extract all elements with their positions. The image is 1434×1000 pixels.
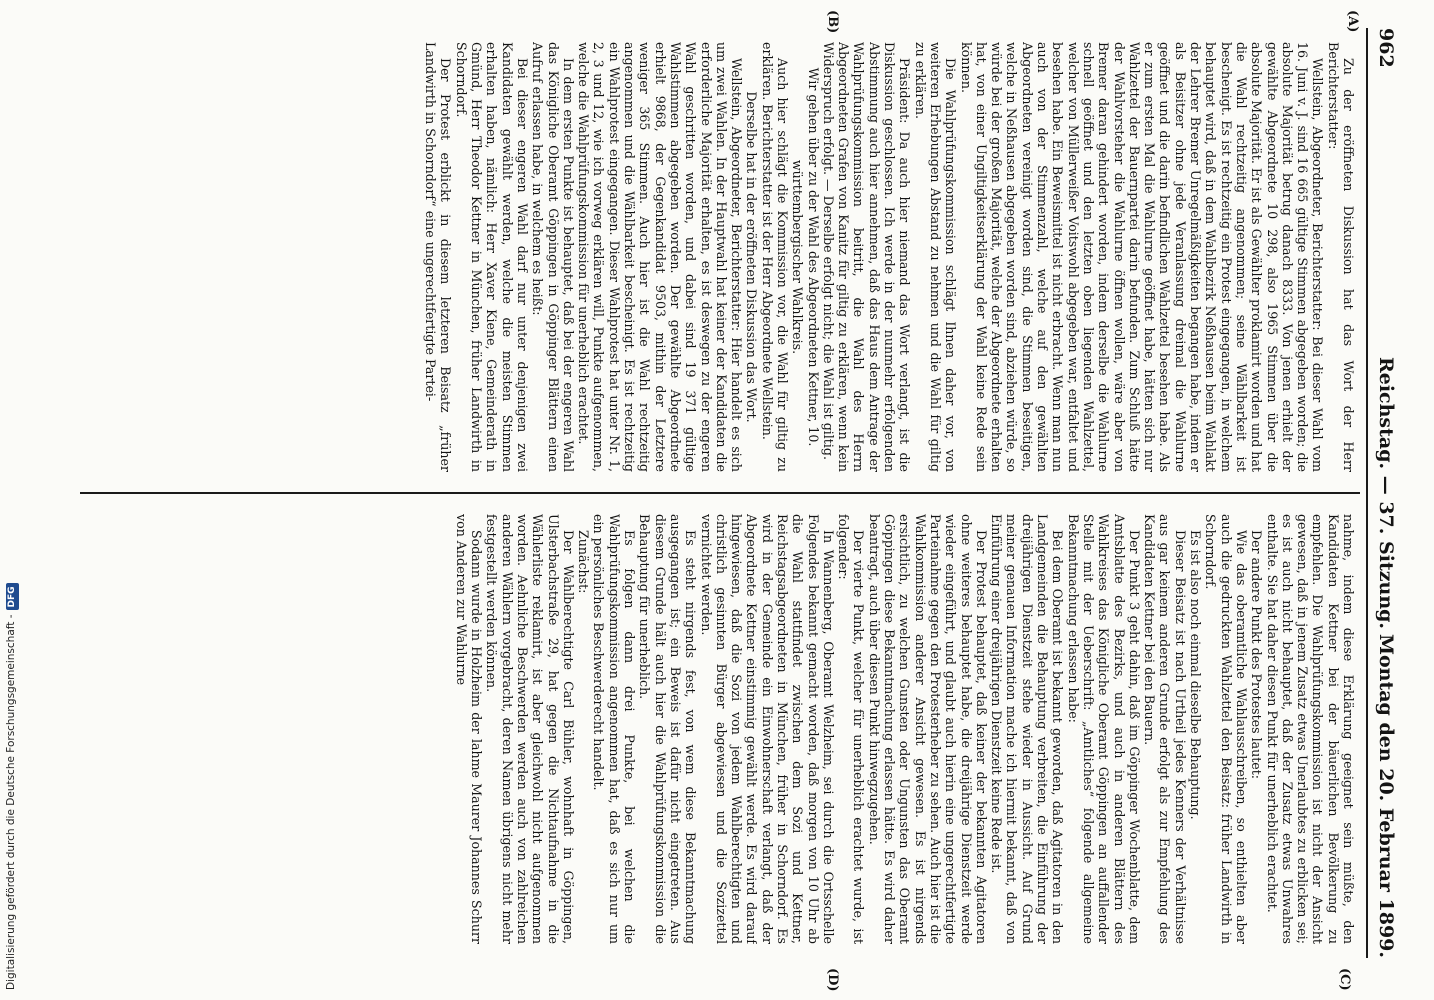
paragraph: Der andere Punkt des Protestes lautet: [1249, 530, 1265, 780]
paragraph: Wellstein, Abgeordneter, Berichterstatter: Bei dieser Wahl vom 16. Juni v. J. sind 16 665 gültige Stimmen abgegeben worden; die absolute Majorität betrug danach 8333. Von jenen erhielt der gewählte Abgeordnete 10 298, also 1965 Stimmen über die absolute Majorität. Er ist als Gewählter proklamirt worden und hat die Wahl rechtzeitig angenommen; seine Wählbarkeit ist beschenigt. Es ist rechtzeitig ein Protest eingegangen, in welchem behauptet wird, daß in dem Wahlbezirk Neßhausen beim Wahlakt der Lehrer Bremer Unregelmäßigkeiten begangen habe, indem er als Beisitzer ohne jede Veranlassung dreimal die Wahlurne geöffnet und die darin befindlichen Wahlzettel besehen habe. Als er zum ersten Mal die Wahlurne geöffnet habe, hätten sich nur Wahlzettel der Bauernpartei darin befunden. Zum Schluß hätte der Wahlvorsteher die Wahlurne öffnen wollen, wäre aber von Bremer daran gehindert worden, indem derselbe die Wahlurne schnell geöffnet und den letzten oben liegenden Wahlzettel, welcher von Müllerweißer Voitswohl abgegeben war, entfaltet und besehen habe. Ein Beweismittel ist nicht erbracht. Wenn man nun auch von der Stimmenzahl, welche auf den gewählten Abgeordneten vereinigt worden sind, die Stimmen beseitigen, welche in Neßhausen abgegeben worden sind, abziehen würde, so würde bei der großen Majorität, welche der Abgeordnete erhalten hat, von einer Ungiltigkeitserklärung der Wahl keine Rede sein können. [958, 42, 1326, 472]
page-number: 962 [1375, 28, 1397, 68]
paragraph: Es folgen dann drei Punkte, bei welchen die Wahlprüfungskommission angenommen hat, daß es sich nur um ein persönliches Beschwerderecht handelt. [591, 514, 638, 944]
quoted-paragraph: Bei dem Oberamt ist bekannt geworden, daß Agitatoren in den Landgemeinden die Behauptung verbreiten, die Einführung der dreijährigen Dienstzeit stehe wieder in Aussicht. Auf Grund meiner genauen Information mache ich hiermit bekannt, daß von Einführung einer dreijährigen Dienstzeit keine Rede ist. [989, 514, 1066, 944]
quoted-paragraph: Der Wahlberechtigte Carl Bühler, wohnhaft in Göppingen, Ulsterbachstraße 29, hat gegen die Nichtaufnahme in die Wählerliste reklamirt, ist aber gleichwohl nicht aufgenommen worden. Aehnliche Beschwerden werden auch von zahlreichen anderen Wählern vorgebracht, deren Namen übrigens nicht mehr festgestellt werden können. [484, 514, 576, 944]
left-column [76, 42, 1356, 472]
paragraph: Die Wahlprüfungskommission schlägt Ihnen daher vor, von weiteren Erhebungen Abstand zu nehmen und die Wahl für giltig zu erklären. [912, 42, 959, 472]
paragraph: Zunächst: [576, 530, 592, 594]
paragraph: Es ist also noch einmal dieselbe Behauptung. [1188, 530, 1204, 820]
paragraph: Es steht nirgends fest, von wem diese Bekanntmachung ausgegangen ist; ein Beweis ist dafür nicht eingetreten. Aus diesem Grunde hält auch hier die Wahlprüfungskommission die Behauptung für unerheblich. [637, 514, 699, 944]
paragraph: nahme, indem diese Erklärung geeignet sein müßte, den Kandidaten Kettner bei der bäuerlichen Bevölkerung zu empfehlen. Die Wahlprüfungskommission ist nicht der Ansicht gewesen, daß in jenem Zusatz etwas Unerlaubtes zu erblicken sei; es ist auch nicht behauptet, daß der Zusatz etwas Unwahres enthalte. Sie hat daher diesen Punkt für unerheblich erachtet. [1264, 514, 1356, 944]
paragraph: Auch hier schlägt die Kommission vor, die Wahl für giltig zu erklären. Berichterstatter ist der Herr Abgeordnete Wellstein. [759, 42, 791, 472]
right-column [76, 514, 1356, 944]
margin-marker-c: (C) [1337, 968, 1352, 991]
margin-marker-d: (D) [825, 968, 840, 992]
paragraph: Wellstein, Abgeordneter, Berichterstatter: Hier handelt es sich um zwei Wahlen. In der Hauptwahl hat keiner der Kandidaten die erforderliche Majorität erhalten, es ist deswegen zu der engeren Wahl geschritten worden, und dabei sind 19 371 gültige Wahlstimmen abgegeben worden. Der gewählte Abgeordnete erhielt 9868, der Gegenkandidat 9503, mithin der Letztere weniger 365 Stimmen. Auch hier ist die Wahl rechtzeitig angenommen und die Wählbarkeit bescheinigt. Es ist rechtzeitig ein Wahlprotest eingegangen. Dieser Wahlprotest hat unter Nr. 1, 2, 3 und 12, wie ich vorweg erklären will, Punkte aufgenommen, welche die Wahlprüfungskommission für unerheblich erachtet. [576, 42, 745, 472]
credit-text: Digitalisierung gefördert durch die Deutsche Forschungsgemeinschaft - [5, 614, 17, 990]
paragraph: Derselbe hat in der eröffneten Diskussion das Wort. [744, 91, 760, 423]
margin-marker-b: (B) [825, 10, 840, 34]
paragraph: Der Protest erblickt in diesem letzteren Beisatz „früher Landwirth in Schorndorf“ eine ungerechtfertigte Partei- [423, 42, 454, 472]
rotated-page [70, 10, 1400, 992]
paragraph: Zu der eröffneten Diskussion hat das Wort der Herr Berichterstatter: [1325, 42, 1356, 472]
quoted-paragraph: Bei dieser engeren Wahl darf nur unter denjenigen zwei Kandidaten gewählt werden, welche die meisten Stimmen erhalten haben, nämlich: Herr Xaver Kiene, Gemeinderath in Gmünd, Herr Theodor Kettner in München, früher Landwirth in Schorndorf. [453, 42, 530, 472]
paragraph: Der vierte Punkt, welcher für unerheblich erachtet wurde, ist folgender: [836, 514, 867, 944]
quoted-paragraph: Dieser Beisatz ist nach Urtheil jedes Kenners der Verhältnisse aus gar keinem anderen Grunde erfolgt als zur Empfehlung des Kandidaten Kettner bei den Bauern. [1142, 514, 1188, 944]
dfg-logo-icon: DFG [6, 583, 19, 610]
paragraph: Der Protest behauptet, daß keiner der bekannten Agitatoren ohne weiteres behauptet habe, die dreijährige Dienstzeit werde wieder eingeführt, und glaubt auch hierin eine ungerechtfertigte Parteinahme gegen den Protesterheber zu sehen. Auch hier ist die Wahlkommission anderer Ansicht gewesen. Es ist nirgends ersichtlich, zu welchen Gunsten oder Ungunsten das Oberamt Göppingen diese Bekanntmachung erlassen hätte. Es wird daher beantragt, auch über diesen Punkt hinwegzugehen. [866, 514, 989, 944]
quoted-paragraph: In Wannenberg, Oberamt Welzheim, sei durch die Ortsschelle Folgendes bekannt gemacht worden, daß morgen von 10 Uhr ab die Wahl stattfindet zwischen dem Sozi und Kettner, Reichstagsabgeordneten in München, früher in Schorndorf. Es wird in der Gemeinde ein Einwohnerschaft verlangt, daß der Abgeordnete Kettner einstimmig gewählt werde. Es wird darauf hingewiesen, daß die Sozi von jedem Wahlberechtigten und christlich gesinnten Bürger abgewiesen und die Sozizettel vernichtet werden. [698, 514, 836, 944]
paragraph: Wir gehen über zu der Wahl des Abgeordneten Kettner, 10. württembergischer Wahlkreis. [790, 67, 821, 447]
quoted-paragraph: Wie das oberamtliche Wahlausschreiben, so enthielten aber auch die gedruckten Wahlzettel den Beisatz: früher Landwirth in Schorndorf. [1203, 514, 1249, 944]
digitization-credit [3, 480, 19, 990]
session-date: Montag den 20. Februar 1899. [1375, 633, 1397, 958]
margin-marker-a: (A) [1345, 10, 1360, 33]
paragraph: Präsident: Da auch hier niemand das Wort verlangt, ist die Diskussion geschlossen. Ich werde in der nunmehr erfolgenden Abstimmung auch hier annehmen, daß das Haus dem Antrage der Wahlprüfungskommission beitritt, die Wahl des Herrn Abgeordneten Grafen von Kanitz für giltig zu erklären, wenn kein Widerspruch erfolgt. — Derselbe erfolgt nicht; die Wahl ist giltig. [820, 42, 913, 472]
paragraph: In dem ersten Punkte ist behauptet, daß bei der engeren Wahl das Königliche Oberamt Göppingen in Göppinger Blättern einen Aufruf erlassen habe, in welchem es heißt: [530, 42, 576, 472]
header-rule [1366, 28, 1368, 958]
session-title: Reichstag. — 37. Sitzung. [1375, 356, 1397, 630]
page-header [1372, 28, 1400, 958]
paragraph: Der Punkt 3 geht dahin, daß im Göppinger Wochenblatte, dem Amtsblatte des Bezirks, und auch in anderen Blättern des Wahlkreises das Königliche Oberamt Göppingen an auffallender Stelle mit der Ueberschrift: „Amtliches“ folgende allgemeine Bekanntmachung erlassen habe: [1065, 514, 1142, 944]
quoted-paragraph: Sodann wurde in Holzheim der lahme Maurer Johannes Schurr von Anderen zur Wahlurne [453, 514, 485, 944]
column-divider [80, 492, 1360, 494]
